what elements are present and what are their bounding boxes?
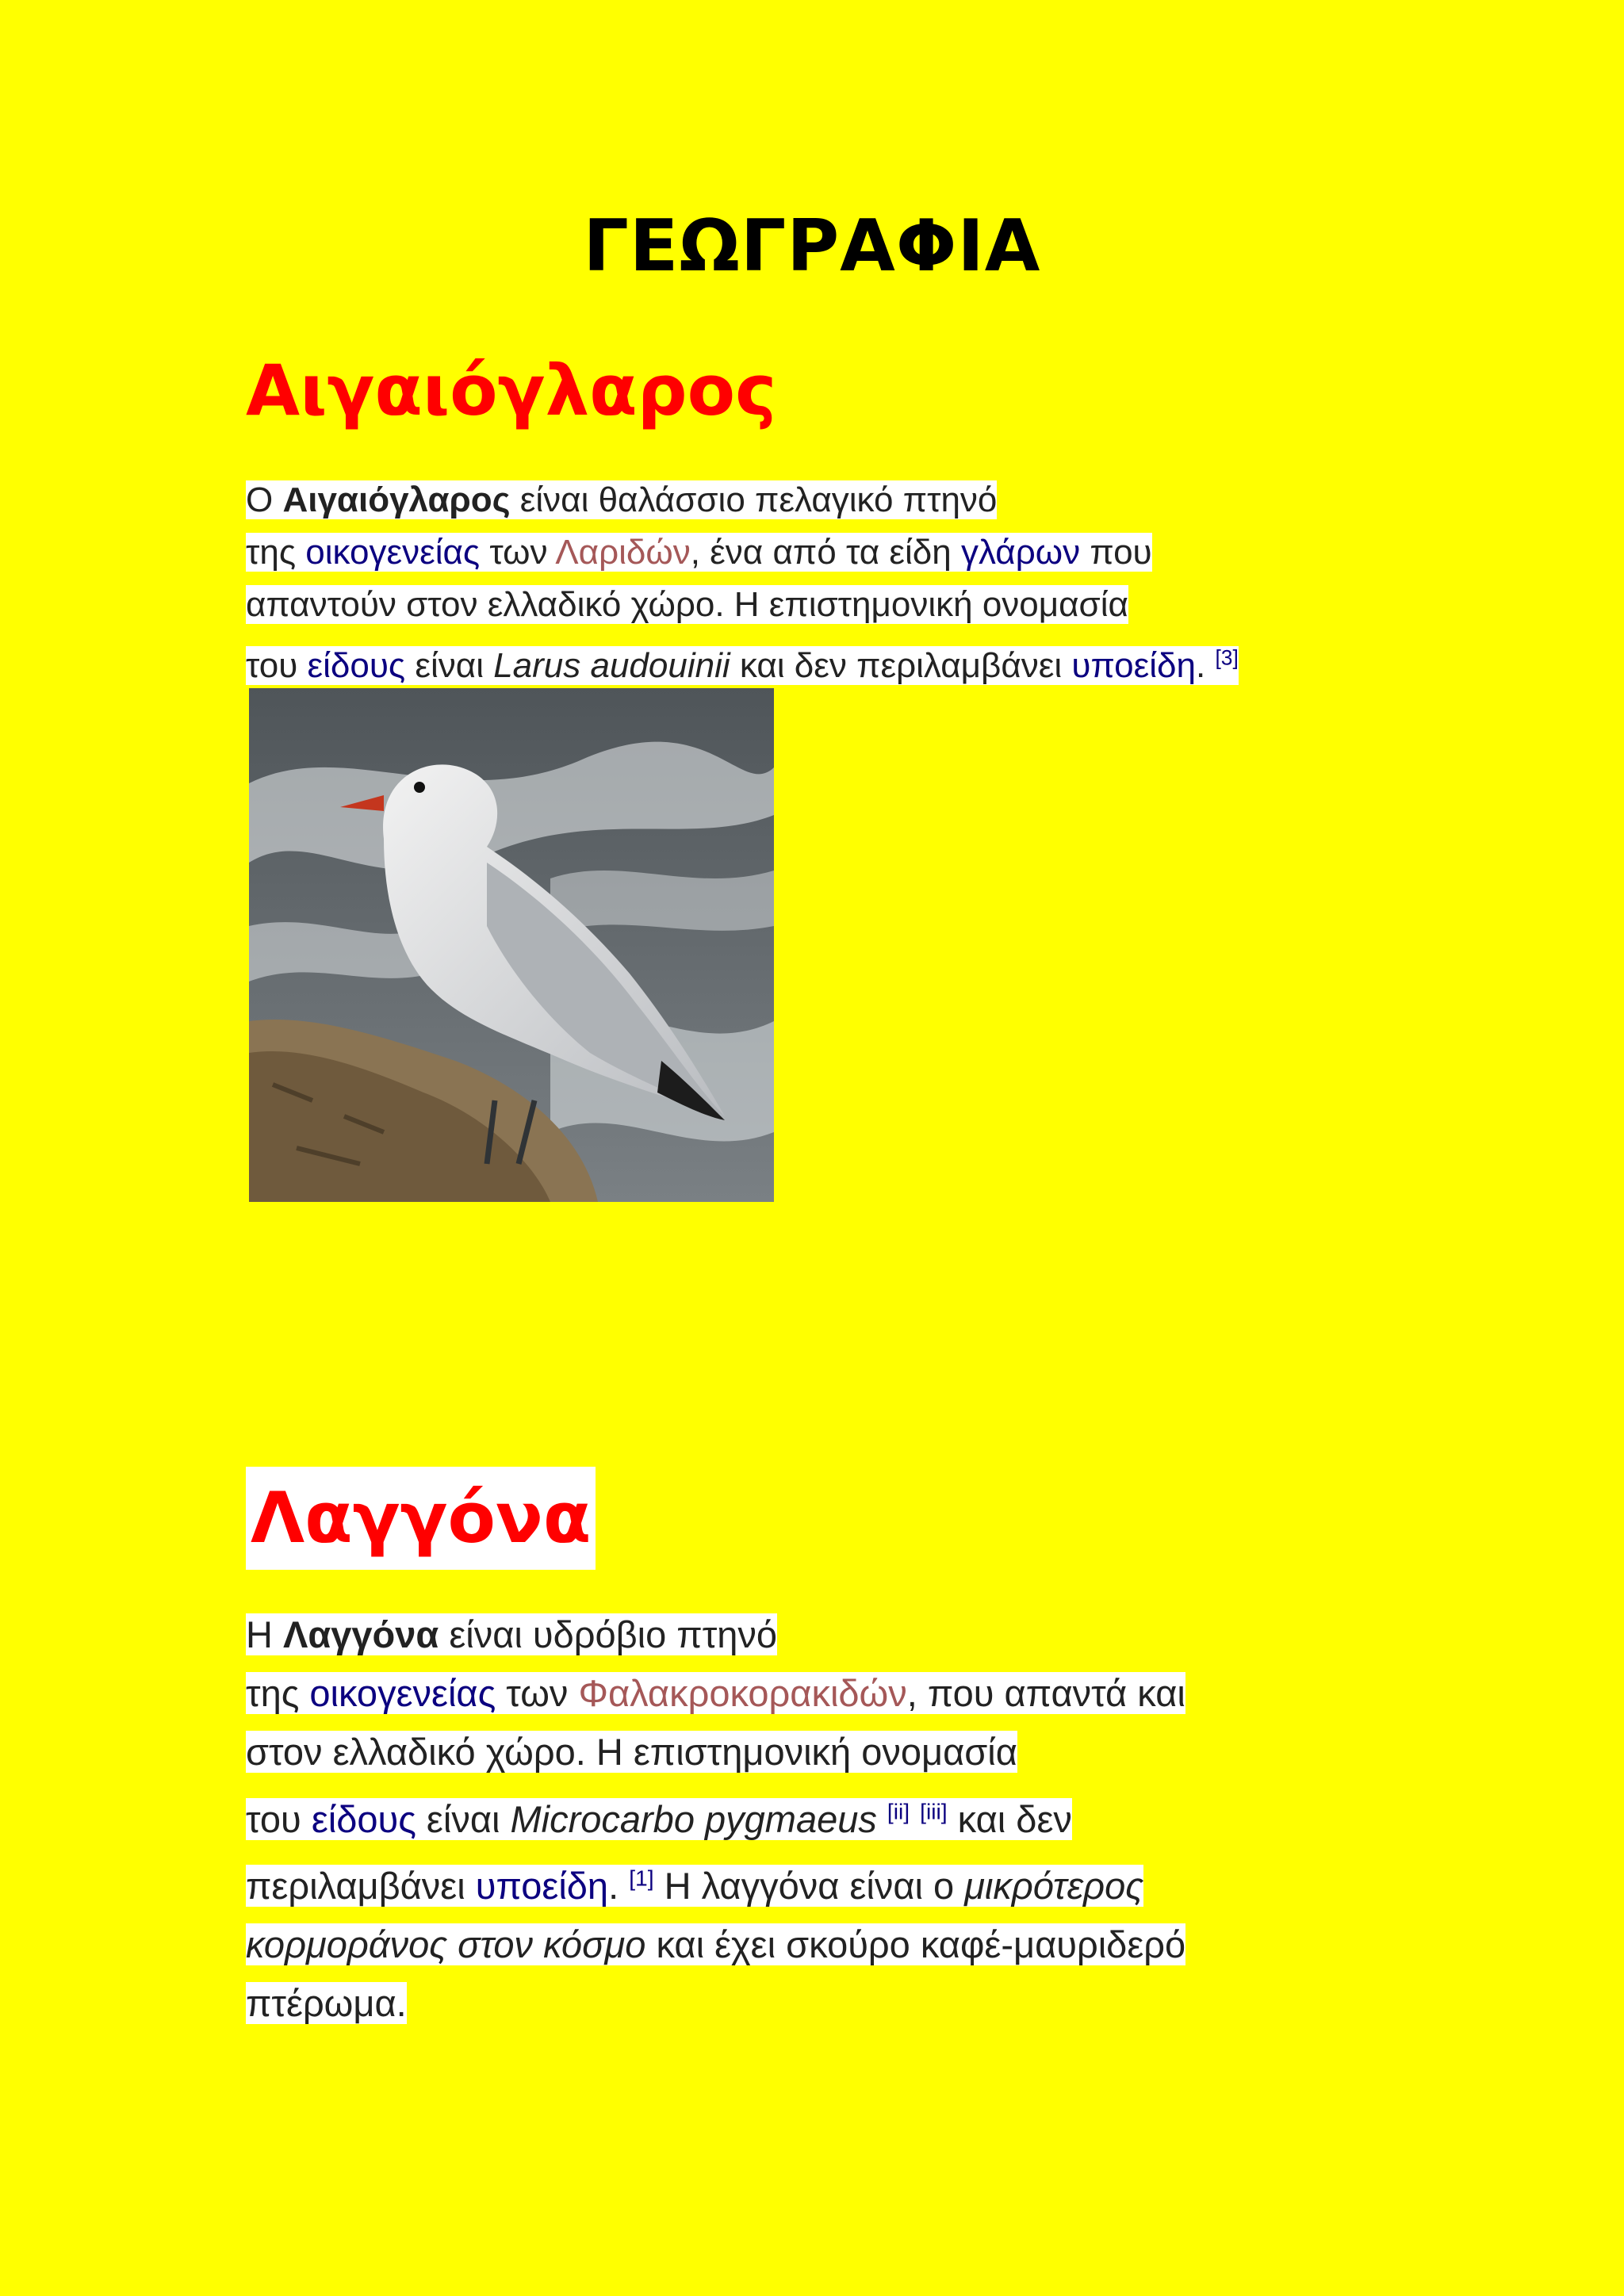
link-eidous-2[interactable]: είδους bbox=[311, 1797, 416, 1840]
text: και δεν bbox=[947, 1797, 1072, 1840]
para2-line4 bbox=[246, 1798, 1072, 1840]
section-heading-aigaioglaros: Αιγαιόγλαρος bbox=[246, 350, 777, 431]
seagull-photo bbox=[249, 688, 774, 1202]
para1-line4 bbox=[246, 646, 1239, 685]
link-glaron[interactable]: γλάρων bbox=[960, 533, 1081, 572]
reference-3[interactable]: [3] bbox=[1215, 645, 1239, 669]
link-ypoeidi[interactable]: υποείδη bbox=[1071, 645, 1196, 685]
text: Η λαγγόνα είναι ο bbox=[653, 1865, 965, 1908]
para2-line3: στον ελλαδικό χώρο. Η επιστημονική ονομασία bbox=[246, 1731, 1017, 1773]
text: . bbox=[608, 1865, 630, 1908]
paragraph-aigaioglaros bbox=[246, 474, 1364, 692]
italic-text: κορμοράνος στον κόσμο bbox=[246, 1923, 646, 1966]
text: , που απαντά και bbox=[906, 1672, 1185, 1714]
text: της bbox=[246, 533, 306, 572]
text: Η bbox=[246, 1613, 283, 1655]
paragraph-laggona bbox=[246, 1605, 1364, 2033]
text: είναι bbox=[405, 645, 494, 685]
text: της bbox=[246, 1672, 310, 1714]
bold-term: Αιγαιόγλαρος bbox=[282, 480, 511, 519]
para1-line2 bbox=[246, 533, 1152, 572]
link-eidous[interactable]: είδους bbox=[307, 645, 406, 685]
link-ypoeidi-2[interactable]: υποείδη bbox=[475, 1865, 609, 1908]
text: του bbox=[246, 645, 308, 685]
reference-1[interactable]: [1] bbox=[629, 1865, 654, 1891]
text: και δεν περιλαμβάνει bbox=[730, 645, 1072, 685]
para1-line3: απαντούν στον ελλαδικό χώρο. Η επιστημονική ονομασία bbox=[246, 585, 1128, 624]
text: Ο bbox=[246, 480, 283, 519]
reference-ii[interactable]: [ii] bbox=[887, 1798, 910, 1823]
text: και έχει σκούρο καφέ-μαυριδερό bbox=[645, 1923, 1186, 1966]
link-laridon[interactable]: Λαριδών bbox=[555, 533, 691, 572]
text: που bbox=[1080, 533, 1152, 572]
link-oikogeneias[interactable]: οικογενείας bbox=[305, 533, 481, 572]
page-title: ΓΕΩΓΡΑΦΙΑ bbox=[583, 205, 1041, 288]
para1-line1 bbox=[246, 480, 997, 519]
link-oikogeneias-2[interactable]: οικογενείας bbox=[309, 1672, 496, 1714]
scientific-name: Microcarbo pygmaeus bbox=[510, 1797, 877, 1840]
seagull-image bbox=[249, 688, 774, 1202]
section-heading-laggona: Λαγγόνα bbox=[246, 1467, 596, 1570]
text: των bbox=[480, 533, 556, 572]
text: είναι θαλάσσιο πελαγικό πτηνό bbox=[510, 480, 998, 519]
para2-line2 bbox=[246, 1672, 1185, 1714]
text: του bbox=[246, 1797, 312, 1840]
text: , ένα από τα είδη bbox=[690, 533, 961, 572]
para2-line5 bbox=[246, 1865, 1143, 1907]
scientific-name: Larus audouinii bbox=[493, 645, 730, 685]
text: είναι bbox=[416, 1797, 511, 1840]
italic-text: μικρότερος bbox=[964, 1865, 1144, 1908]
text: των bbox=[496, 1672, 579, 1714]
para2-line6 bbox=[246, 1923, 1185, 1965]
text: . bbox=[1196, 645, 1216, 685]
para2-line7: πτέρωμα. bbox=[246, 1982, 407, 2025]
para2-line1 bbox=[246, 1613, 777, 1655]
link-falakrokorakidon[interactable]: Φαλακροκορακιδών bbox=[578, 1672, 907, 1714]
text: είναι υδρόβιο πτηνό bbox=[439, 1613, 778, 1655]
reference-iii[interactable]: [iii] bbox=[920, 1798, 948, 1823]
text: περιλαμβάνει bbox=[246, 1865, 476, 1908]
bold-term: Λαγγόνα bbox=[283, 1613, 439, 1655]
